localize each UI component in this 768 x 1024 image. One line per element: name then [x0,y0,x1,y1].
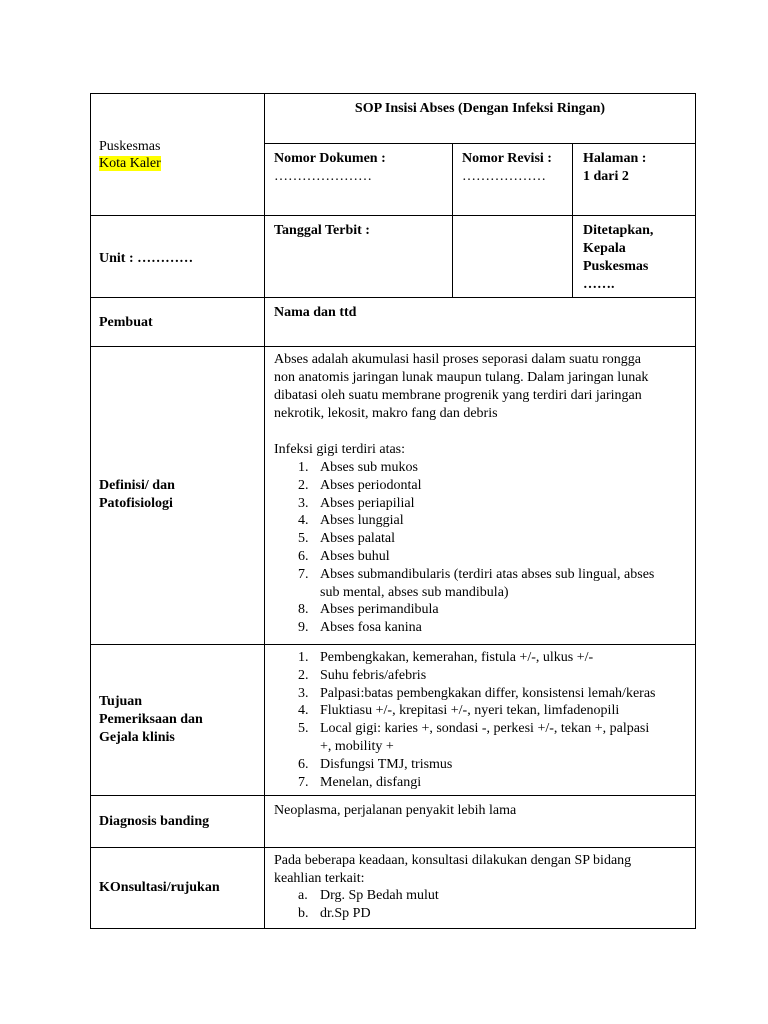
list-item-number: 9. [298,620,309,636]
list-item [274,887,694,905]
list-item [274,477,694,495]
maker-value: Nama dan ttd [274,305,357,320]
list-item [274,619,694,637]
list-item-number: 4. [298,703,309,719]
consult-list [274,887,694,923]
list-item-number: 6. [298,548,309,564]
revision-label: Nomor Revisi : [462,151,552,166]
list-item [274,601,694,619]
maker-label: Pembuat [99,315,153,330]
page-label: Halaman : [583,151,647,166]
list-item-text: Abses periapilial [320,495,415,511]
column-divider [264,93,265,929]
list-item [274,459,694,477]
approved-line-4: ……. [583,277,615,292]
list-item-text: Fluktiasu +/-, krepitasi +/-, nyeri tekan, limfadenopili [320,703,620,719]
header-col-divider-2 [572,143,573,298]
definition-line: nekrotik, lekosit, makro fang dan debris [274,406,498,421]
purpose-label-1: Tujuan [99,694,143,709]
list-item-number: 4. [298,513,309,529]
title-divider [264,143,696,144]
definition-row-divider [90,644,696,645]
list-item [274,667,694,685]
consult-line: keahlian terkait: [274,871,365,886]
purpose-row-divider [90,795,696,796]
list-item-text: Drg. Sp Bedah mulut [320,888,439,903]
list-item [274,685,694,703]
list-item [274,548,694,566]
list-item [274,774,694,792]
definition-line: non anatomis jaringan lunak maupun tulang. Dalam jaringan lunak [274,370,649,385]
definition-label-2: Patofisiologi [99,496,173,511]
list-item [274,905,694,923]
list-item-number: 5. [298,531,309,547]
table-border-top [90,93,696,94]
org-location [99,155,161,173]
approved-line-3: Puskesmas [583,259,649,274]
list-item-text: Abses fosa kanina [320,620,422,636]
purpose-label-3: Gejala klinis [99,730,175,745]
diagnosis-row-divider [90,847,696,848]
list-item [274,702,694,720]
list-item-number: 2. [298,667,309,683]
list-item-number: b. [298,905,309,921]
list-item-text: Abses buhul [320,548,390,564]
list-item [274,756,694,774]
list-item-number: 7. [298,566,309,582]
list-item-text: Suhu febris/afebris [320,667,427,683]
org-location-highlight: Kota Kaler [99,156,161,171]
list-item-number: 3. [298,685,309,701]
sop-title: SOP Insisi Abses (Dengan Infeksi Ringan) [354,101,606,116]
infection-intro: Infeksi gigi terdiri atas: [274,442,406,457]
diagnosis-label: Diagnosis banding [99,814,210,829]
page-value: 1 dari 2 [583,169,629,184]
table-border-bottom [90,928,696,929]
list-item-number: a. [298,888,308,903]
list-item-text: Pembengkakan, kemerahan, fistula +/-, ulkus +/- [320,650,594,665]
list-item-text: Abses submandibularis (terdiri atas abses sub lingual, abses [320,566,655,582]
list-item-text: dr.Sp PD [320,905,371,921]
list-item-number: 3. [298,495,309,511]
table-border-left [90,93,91,929]
list-item [274,530,694,548]
list-item-text: Abses periodontal [320,477,422,493]
purpose-label-2: Pemeriksaan dan [99,712,203,727]
list-item-text: Abses sub mukos [320,460,419,475]
list-item-number: 1. [298,460,309,475]
diagnosis-value: Neoplasma, perjalanan penyakit lebih lama [274,803,517,818]
list-item-number: 2. [298,477,309,493]
purpose-list [274,649,694,791]
approved-line-1: Ditetapkan, [583,223,654,238]
doc-number-label: Nomor Dokumen : [274,151,386,166]
list-item [274,495,694,513]
definition-line: Abses adalah akumulasi hasil proses seporasi dalam suatu rongga [274,352,642,367]
header-row-divider [90,215,696,216]
table-border-right [695,93,696,929]
list-item-number: 8. [298,602,309,618]
list-item-number: 1. [298,650,309,665]
issue-date-label: Tanggal Terbit : [274,223,370,238]
list-item-text: sub mental, abses sub mandibula) [320,584,509,600]
list-item [274,649,694,667]
definition-label-1: Definisi/ dan [99,478,175,493]
infection-list [274,459,694,637]
list-item-text: Palpasi:batas pembengkakan differ, konsistensi lemah/keras [320,685,656,701]
header-col-divider-1 [452,143,453,298]
list-item-text: Local gigi: karies +, sondasi -, perkesi +/-, tekan +, palpasi [320,721,650,737]
consult-line: Pada beberapa keadaan, konsultasi dilakukan dengan SP bidang [274,853,632,868]
doc-number-value: ………………… [274,169,372,184]
org-name: Puskesmas [99,139,161,154]
maker-row-divider [90,346,696,347]
unit-label: Unit : ………… [99,251,194,266]
list-item-number: 5. [298,721,309,737]
list-item-text: Disfungsi TMJ, trismus [320,756,453,772]
unit-row-divider [90,297,696,298]
list-item [274,720,694,756]
approved-line-2: Kepala [583,241,626,256]
definition-paragraph [274,351,648,423]
list-item-number: 7. [298,774,309,790]
list-item-text: +, mobility + [320,738,394,754]
list-item-text: Menelan, disfangi [320,774,422,790]
list-item-text: Abses palatal [320,531,396,547]
list-item [274,512,694,530]
consult-label: KOnsultasi/rujukan [99,880,220,895]
list-item-number: 6. [298,756,309,772]
list-item-text: Abses lunggial [320,513,404,529]
list-item [274,566,694,602]
consult-paragraph [274,852,631,888]
definition-line: dibatasi oleh suatu membrane progrenik yang terdiri dari jaringan [274,388,642,403]
revision-value: ……………… [462,169,546,184]
list-item-text: Abses perimandibula [320,602,439,618]
